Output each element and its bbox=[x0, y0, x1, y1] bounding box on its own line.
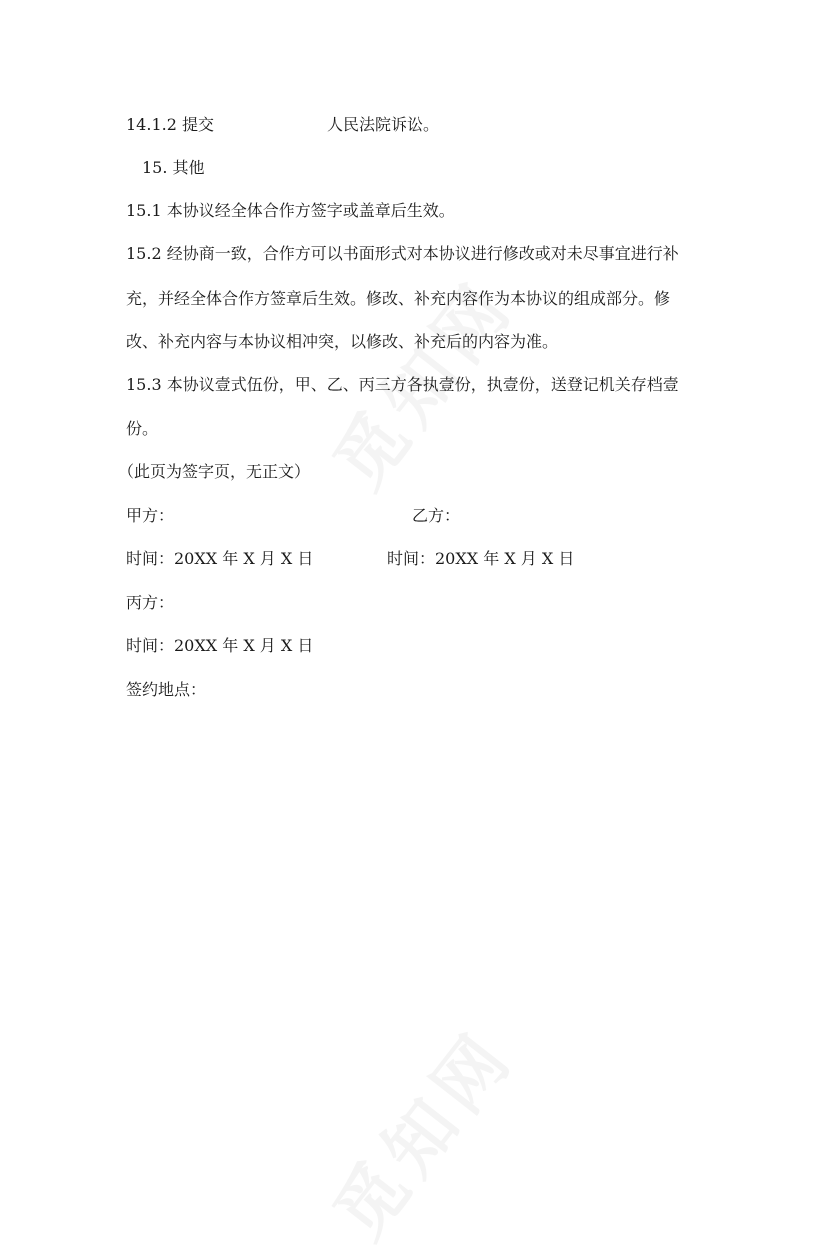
signature-page-note: （此页为签字页，无正文） bbox=[118, 462, 311, 481]
party-a-date: 时间：20XX 年 X 月 X 日 bbox=[126, 549, 314, 568]
clause-15-1: 15.1 本协议经全体合作方签字或盖章后生效。 bbox=[126, 201, 455, 220]
clause-15-3-line-2: 份。 bbox=[126, 419, 159, 438]
clause-15-2-line-3: 改、补充内容与本协议相冲突，以修改、补充后的内容为准。 bbox=[126, 332, 559, 351]
clause-14-1-2-suffix: 人民法院诉讼。 bbox=[327, 115, 440, 134]
party-a-label: 甲方： bbox=[126, 506, 175, 525]
party-b-label: 乙方： bbox=[412, 506, 461, 525]
party-c-date: 时间：20XX 年 X 月 X 日 bbox=[126, 636, 314, 655]
clause-15-2-line-1: 15.2 经协商一致，合作方可以书面形式对本协议进行修改或对未尽事宜进行补 bbox=[126, 244, 679, 263]
party-c-label: 丙方： bbox=[126, 593, 175, 612]
clause-14-1-2-prefix: 14.1.2 提交 bbox=[126, 115, 214, 134]
party-b-date: 时间：20XX 年 X 月 X 日 bbox=[387, 549, 575, 568]
watermark-text-bottom bbox=[306, 1005, 533, 1256]
clause-15-2-line-2: 充，并经全体合作方签章后生效。修改、补充内容作为本协议的组成部分。修 bbox=[126, 289, 671, 308]
section-15-heading: 15. 其他 bbox=[142, 158, 205, 177]
signing-place-label: 签约地点： bbox=[126, 680, 207, 699]
clause-15-3-line-1: 15.3 本协议壹式伍份，甲、乙、丙三方各执壹份，执壹份，送登记机关存档壹 bbox=[126, 375, 679, 394]
